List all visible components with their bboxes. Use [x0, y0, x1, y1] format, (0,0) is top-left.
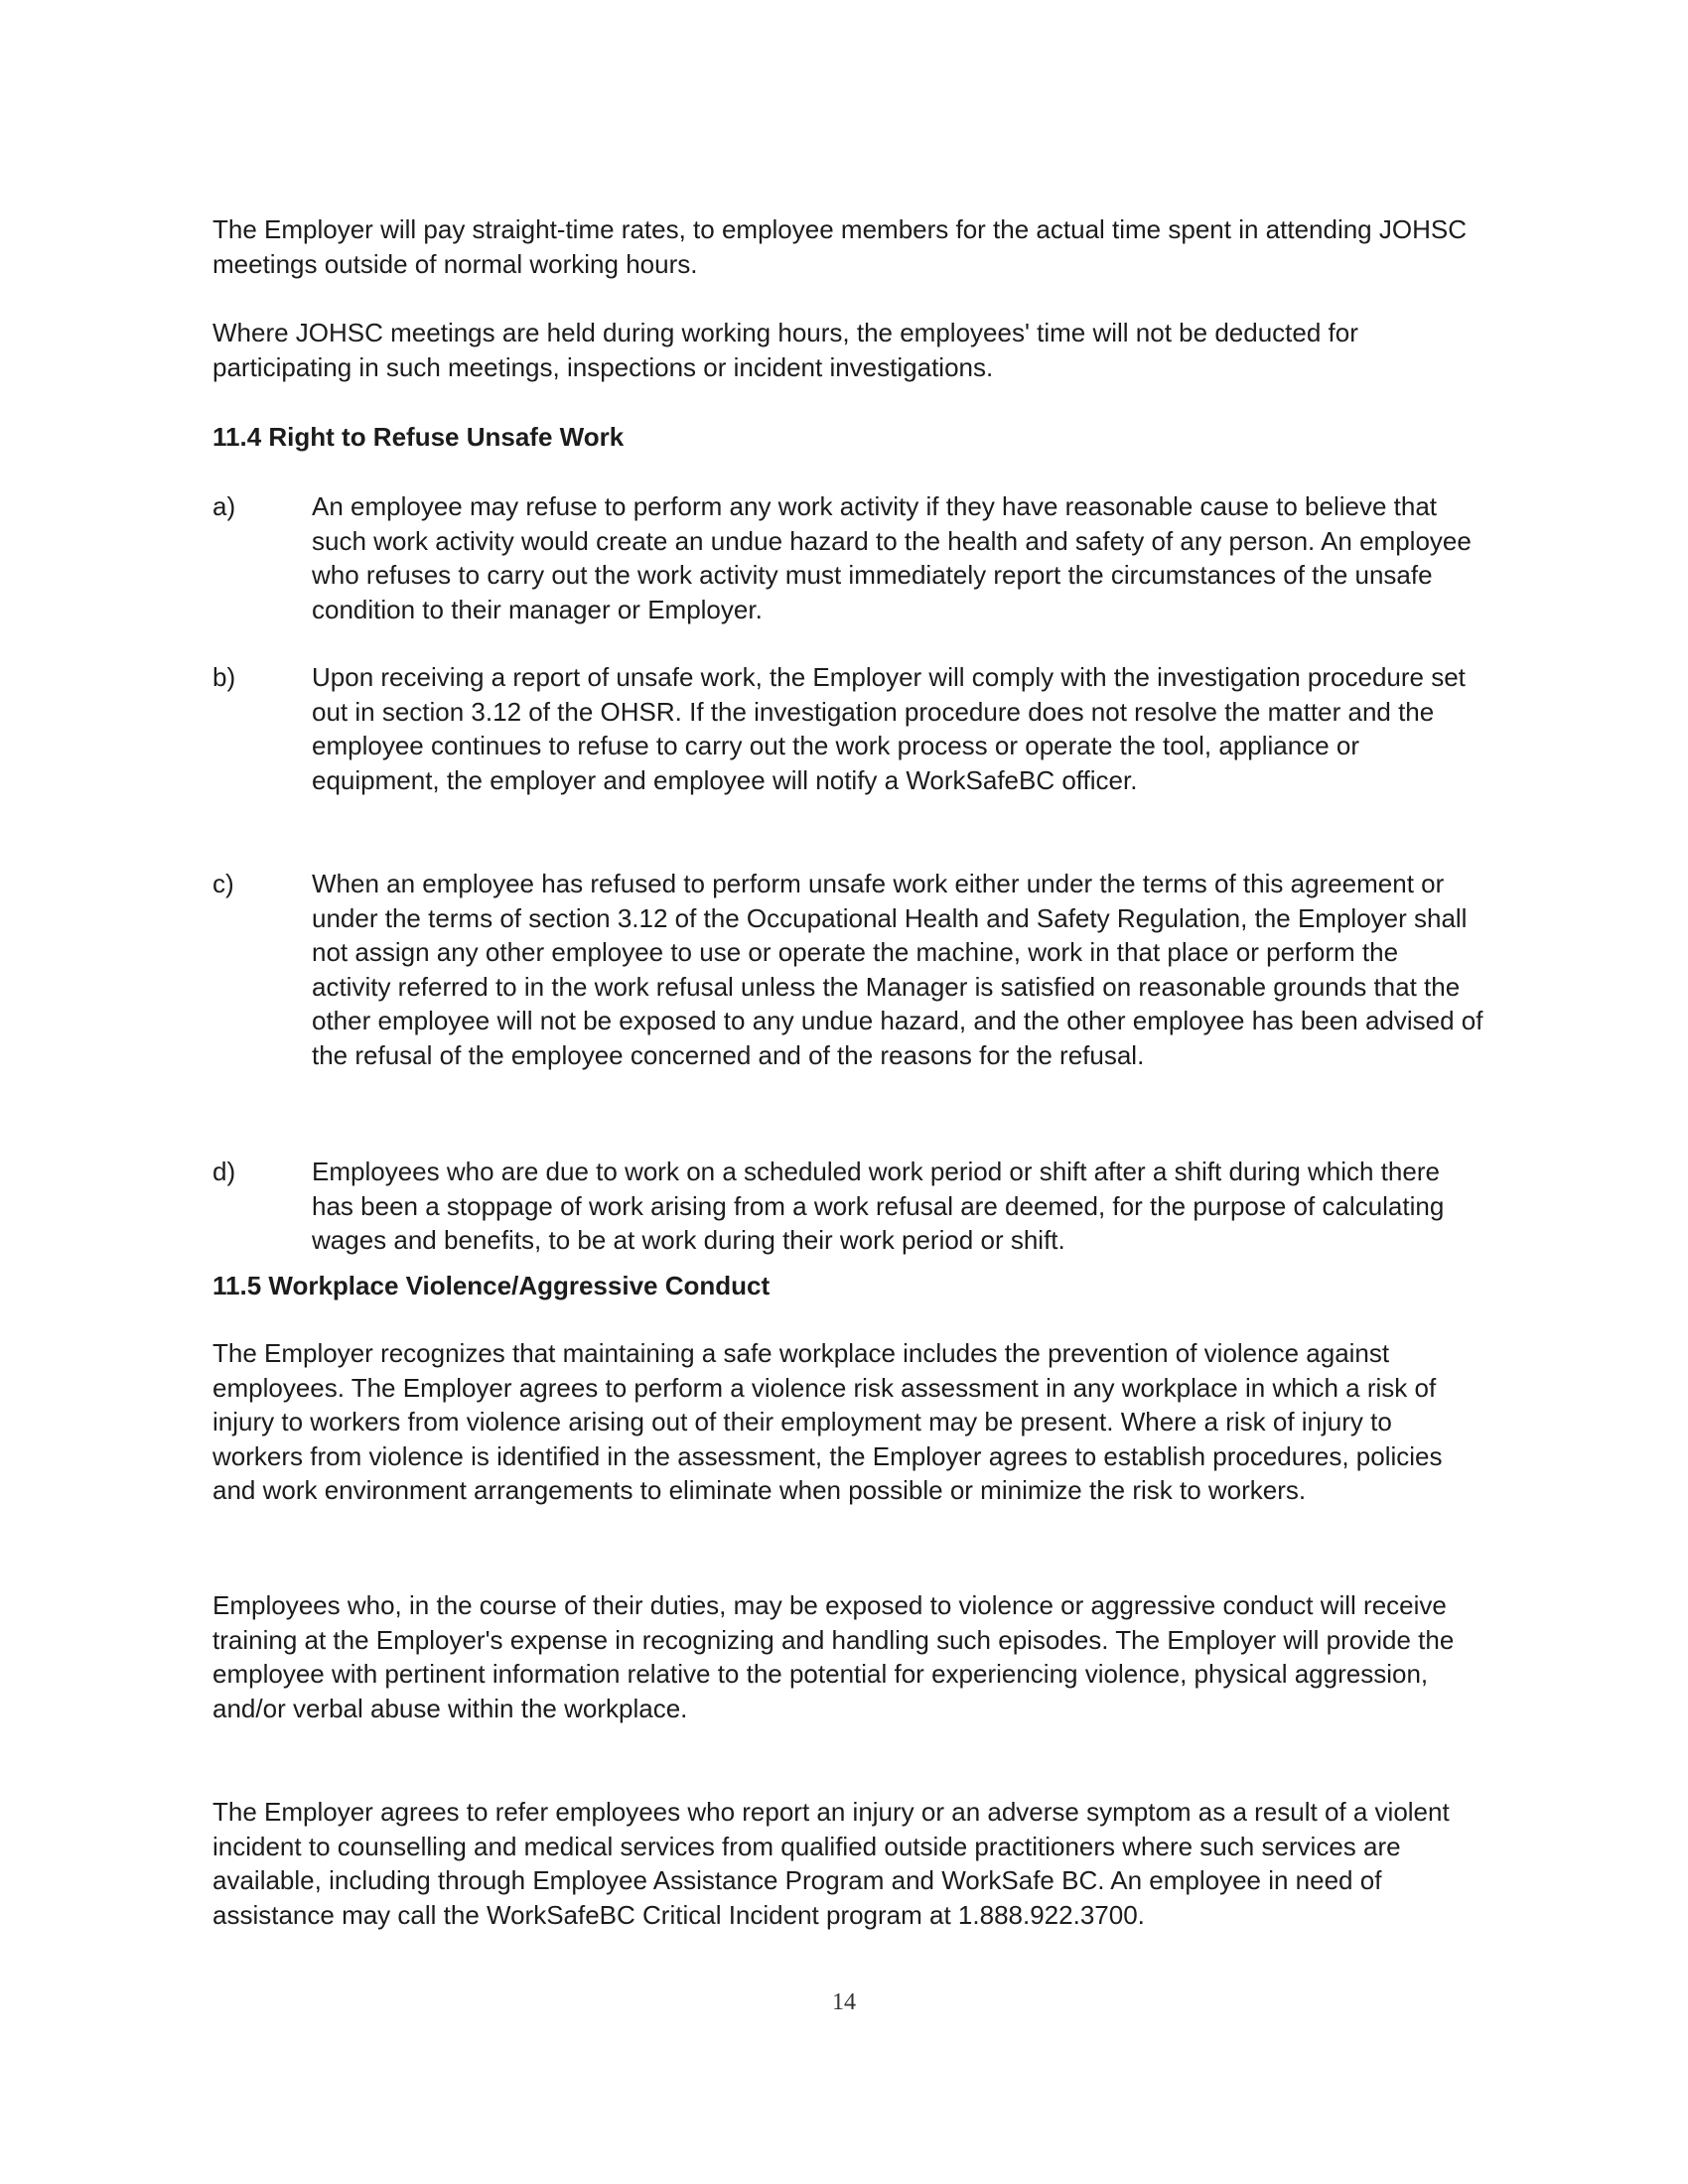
section-heading-11-5: 11.5 Workplace Violence/Aggressive Conduct [212, 1271, 771, 1300]
list-item-label: b) [212, 662, 236, 692]
paragraph-johsc-pay: The Employer will pay straight-time rates, to employee members for the actual time spent in attending JOHSC meetings outside of normal working hours. [212, 214, 1467, 279]
list-item-label: d) [212, 1157, 236, 1186]
page-number: 14 [832, 1989, 856, 2015]
list-item-text: An employee may refuse to perform any work activity if they have reasonable cause to believe that such work activity would create an undue hazard to the health and safety of any person. An employee who refuses to carry out the work activity must immediately report the circumstances of the unsafe condition to their manager or Employer. [312, 491, 1472, 624]
paragraph-violence-training: Employees who, in the course of their duties, may be exposed to violence or aggressive conduct will receive training at the Employer's expense in recognizing and handling such episodes. The Employer will provide the employee with pertinent information relative to the potential for experiencing violence, physical aggression, and/or verbal abuse within the workplace. [212, 1590, 1455, 1723]
paragraph-violence-prevention: The Employer recognizes that maintaining a safe workplace includes the prevention of violence against employees. The Employer agrees to perform a violence risk assessment in any workplace in which a risk of injury to workers from violence arising out of their employment may be present. Where a risk of injury to workers from violence is identified in the assessment, the Employer agrees to establish procedures, policies and work environment arrangements to eliminate when possible or minimize the risk to workers. [212, 1338, 1443, 1505]
list-item-text: Upon receiving a report of unsafe work, the Employer will comply with the investigation procedure set out in section 3.12 of the OHSR. If the investigation procedure does not resolve the matter and the employee continues to refuse to carry out the work process or operate the tool, appliance or equipment, the employer and employee will notify a WorkSafeBC officer. [312, 662, 1466, 795]
section-heading-11-4: 11.4 Right to Refuse Unsafe Work [212, 422, 625, 452]
list-item-text: When an employee has refused to perform unsafe work either under the terms of this agreement or under the terms of section 3.12 of the Occupational Health and Safety Regulation, the Employer shall not assign any other employee to use or operate the machine, work in that place or perform the activity referred to in the work refusal unless the Manager is satisfied on reasonable grounds that the other employee will not be exposed to any undue hazard, and the other employee has been advised of the refusal of the employee concerned and of the reasons for the refusal. [312, 869, 1483, 1070]
paragraph-johsc-working-hours: Where JOHSC meetings are held during working hours, the employees' time will not be deducted for participating in such meetings, inspections or incident investigations. [212, 318, 1358, 382]
list-item-label: c) [212, 869, 234, 898]
paragraph-counselling-referral: The Employer agrees to refer employees who report an injury or an adverse symptom as a result of a violent incident to counselling and medical services from qualified outside practitioners where such services are available, including through Employee Assistance Program and WorkSafe BC. An employee in need of assistance may call the WorkSafeBC Critical Incident program at 1.888.922.3700. [212, 1797, 1450, 1930]
list-item-label: a) [212, 491, 236, 521]
list-item-text: Employees who are due to work on a scheduled work period or shift after a shift during which there has been a stoppage of work arising from a work refusal are deemed, for the purpose of calculating wages and benefits, to be at work during their work period or shift. [312, 1157, 1445, 1255]
